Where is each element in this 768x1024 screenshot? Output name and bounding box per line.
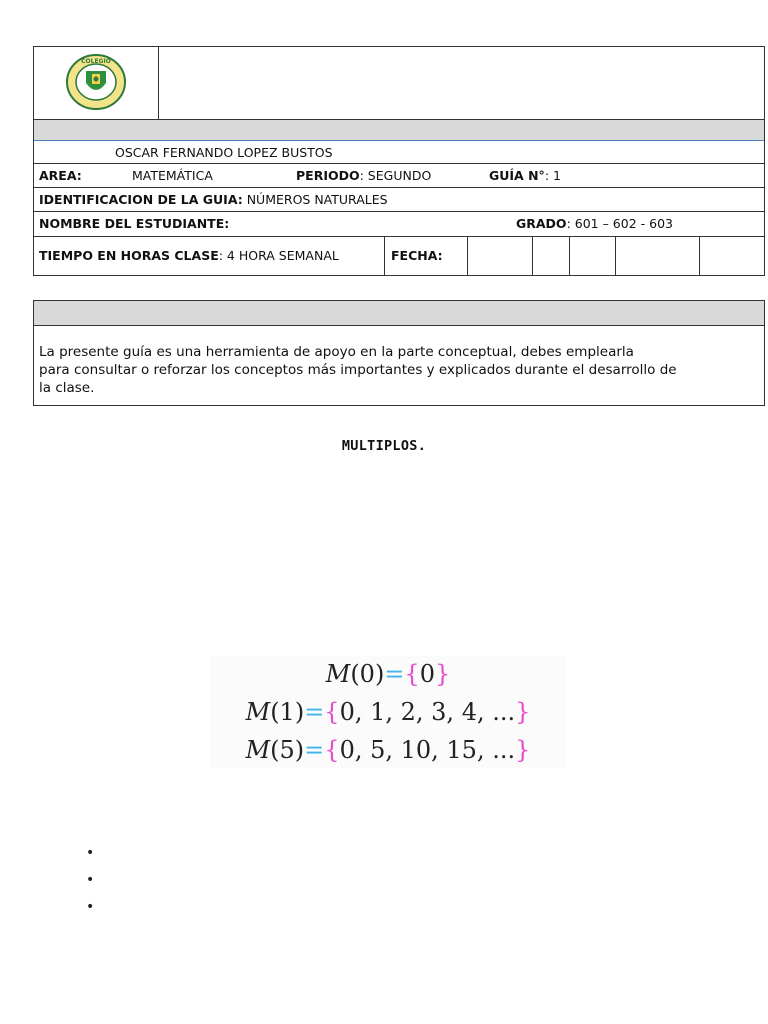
header-band xyxy=(34,120,764,140)
formula-arg: (0) xyxy=(350,660,385,688)
formula-body: 0 xyxy=(419,660,435,688)
table-border xyxy=(764,300,765,406)
periodo-label: PERIODO xyxy=(296,168,360,183)
teacher-name: OSCAR FERNANDO LOPEZ BUSTOS xyxy=(115,145,333,160)
date-box-divider xyxy=(615,236,616,276)
formula-equals: = xyxy=(304,698,325,726)
table-border xyxy=(33,119,765,120)
table-border xyxy=(33,187,765,188)
formula-equals: = xyxy=(384,660,405,688)
intro-band xyxy=(34,301,764,325)
identificacion-field xyxy=(39,192,388,208)
table-border xyxy=(158,46,159,120)
date-box-divider xyxy=(699,236,700,276)
formula-body: 0, 1, 2, 3, 4, ... xyxy=(339,698,516,726)
formula-equals: = xyxy=(304,736,325,764)
area-value: MATEMÁTICA xyxy=(132,168,213,183)
bullet-point: • xyxy=(86,899,95,915)
formula-open-brace: { xyxy=(324,698,340,726)
date-box-divider xyxy=(569,236,570,276)
table-border xyxy=(33,236,765,237)
formula-open-brace: { xyxy=(404,660,420,688)
estudiante-label: NOMBRE DEL ESTUDIANTE: xyxy=(39,216,230,231)
intro-line: para consultar o reforzar los conceptos más importantes y explicados durante el desarrollo de xyxy=(39,362,677,378)
formula-name: M xyxy=(245,698,271,726)
formula-name: M xyxy=(245,736,271,764)
intro-line: La presente guía es una herramienta de apoyo en la parte conceptual, debes emplearla xyxy=(39,344,634,360)
multiples-formula-image xyxy=(210,656,566,768)
svg-text:COLEGIO: COLEGIO xyxy=(81,58,111,65)
guia-field xyxy=(489,168,561,184)
school-logo xyxy=(65,53,127,111)
table-border xyxy=(33,405,765,406)
formula-line xyxy=(210,736,566,764)
tiempo-value: : 4 HORA SEMANAL xyxy=(218,248,339,263)
formula-arg: (5) xyxy=(270,736,305,764)
table-border xyxy=(764,46,765,276)
area-label: AREA: xyxy=(39,168,82,183)
table-border xyxy=(33,163,765,164)
intro-line: la clase. xyxy=(39,380,95,396)
formula-name: M xyxy=(325,660,351,688)
formula-close-brace: } xyxy=(515,698,531,726)
formula-open-brace: { xyxy=(324,736,340,764)
table-border xyxy=(467,236,468,276)
date-box-divider xyxy=(532,236,533,276)
logo-cell xyxy=(34,47,158,119)
grado-label: GRADO xyxy=(516,216,567,231)
guia-value: : 1 xyxy=(544,168,561,183)
identificacion-label: IDENTIFICACION DE LA GUIA: xyxy=(39,192,243,207)
formula-line xyxy=(210,698,566,726)
periodo-value: : SEGUNDO xyxy=(359,168,432,183)
table-border xyxy=(384,236,385,276)
grado-value: : 601 – 602 - 603 xyxy=(566,216,673,231)
formula-body: 0, 5, 10, 15, ... xyxy=(339,736,516,764)
formula-line xyxy=(210,660,566,688)
periodo-field xyxy=(296,168,431,184)
tiempo-label: TIEMPO EN HORAS CLASE xyxy=(39,248,219,263)
bullet-point: • xyxy=(86,872,95,888)
accent-line xyxy=(34,140,764,141)
identificacion-value: NÚMEROS NATURALES xyxy=(242,192,388,207)
table-border xyxy=(33,275,765,276)
grado-field xyxy=(516,216,673,232)
guia-label: GUÍA N° xyxy=(489,168,545,183)
tiempo-field xyxy=(39,248,339,264)
bullet-point: • xyxy=(86,845,95,861)
section-title: MULTIPLOS. xyxy=(341,438,427,454)
formula-close-brace: } xyxy=(434,660,451,688)
table-border xyxy=(33,325,765,326)
table-border xyxy=(33,211,765,212)
formula-close-brace: } xyxy=(515,736,531,764)
fecha-label: FECHA: xyxy=(391,248,443,263)
formula-arg: (1) xyxy=(270,698,305,726)
